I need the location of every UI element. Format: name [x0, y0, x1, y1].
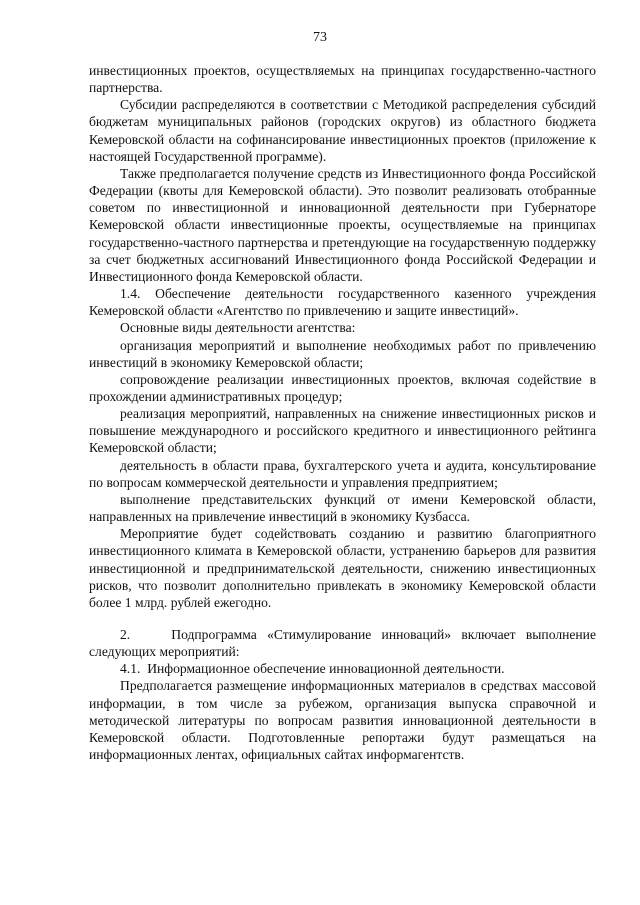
section-heading: 2. Подпрограмма «Стимулирование инноваций» включает выполнение следующих мероприятий: — [89, 627, 600, 660]
section-heading: 1.4. Обеспечение деятельности государственного казенного учреждения Кемеровской области «Агентство по привлечению и защите инвестиций». — [89, 286, 596, 319]
paragraph: Мероприятие будет содействовать созданию и развитию благоприятного инвестиционного климата в Кемеровской области, устранению барьеров для развития инвестиционной и предпринимательской деятельности, снижению инвестиционных рисков, что позволит дополнительно привлекать в экономику Кемеровской области более 1 млрд. рублей ежегодно. — [89, 526, 596, 610]
list-item: выполнение представительских функций от имени Кемеровской области, направленных на привлечение инвестиций в экономику Кузбасса. — [89, 491, 596, 525]
subsection-heading: 4.1. Информационное обеспечение инновационной деятельности. — [120, 661, 505, 677]
paragraph: Также предполагается получение средств из Инвестиционного фонда Российской Федерации (квоты для Кемеровской области). Это позволит реализовать отобранные советом по инвестиционной и инновационной деятельности при Губернаторе Кемеровской области инвестиционные проекты, осуществляемые на принципах государственно-частного партнерства и претендующие на государственную поддержку за счет бюджетных ассигнований Инвестиционного фонда Российской Федерации и Инвестиционного фонда Кемеровской области. — [89, 165, 596, 284]
list-item: деятельность в области права, бухгалтерского учета и аудита, консультирование по вопросам коммерческой деятельности и управления предприятием; — [89, 457, 596, 490]
page-number: 73 — [313, 30, 327, 45]
paragraph: инвестиционных проектов, осуществляемых на принципах государственно-частного партнерства. — [89, 63, 596, 96]
document-body — [89, 62, 600, 763]
list-item: сопровождение реализации инвестиционных проектов, включая содействие в прохождении административных процедур; — [89, 371, 596, 404]
paragraph: Предполагается размещение информационных материалов в средствах массовой информации, в том числе за рубежом, организация выпуска справочной и методической литературы по вопросам развития инновационной деятельности в Кемеровской области. Подготовленные репортажи будут размещаться на информационных лентах, официальных сайтах информагентств. — [89, 678, 596, 763]
paragraph: Субсидии распределяются в соответствии с Методикой распределения субсидий бюджетам муниципальных районов (городских округов) из областного бюджета Кемеровской области на софинансирование инвестиционных проектов (приложение к настоящей Государственной программе). — [89, 97, 596, 164]
paragraph: Основные виды деятельности агентства: — [120, 320, 356, 336]
list-item: реализация мероприятий, направленных на снижение инвестиционных рисков и повышение международного и российского кредитного и инвестиционного рейтинга Кемеровской области; — [89, 406, 596, 456]
list-item: организация мероприятий и выполнение необходимых работ по привлечению инвестиций в экономику Кемеровской области; — [89, 337, 596, 370]
